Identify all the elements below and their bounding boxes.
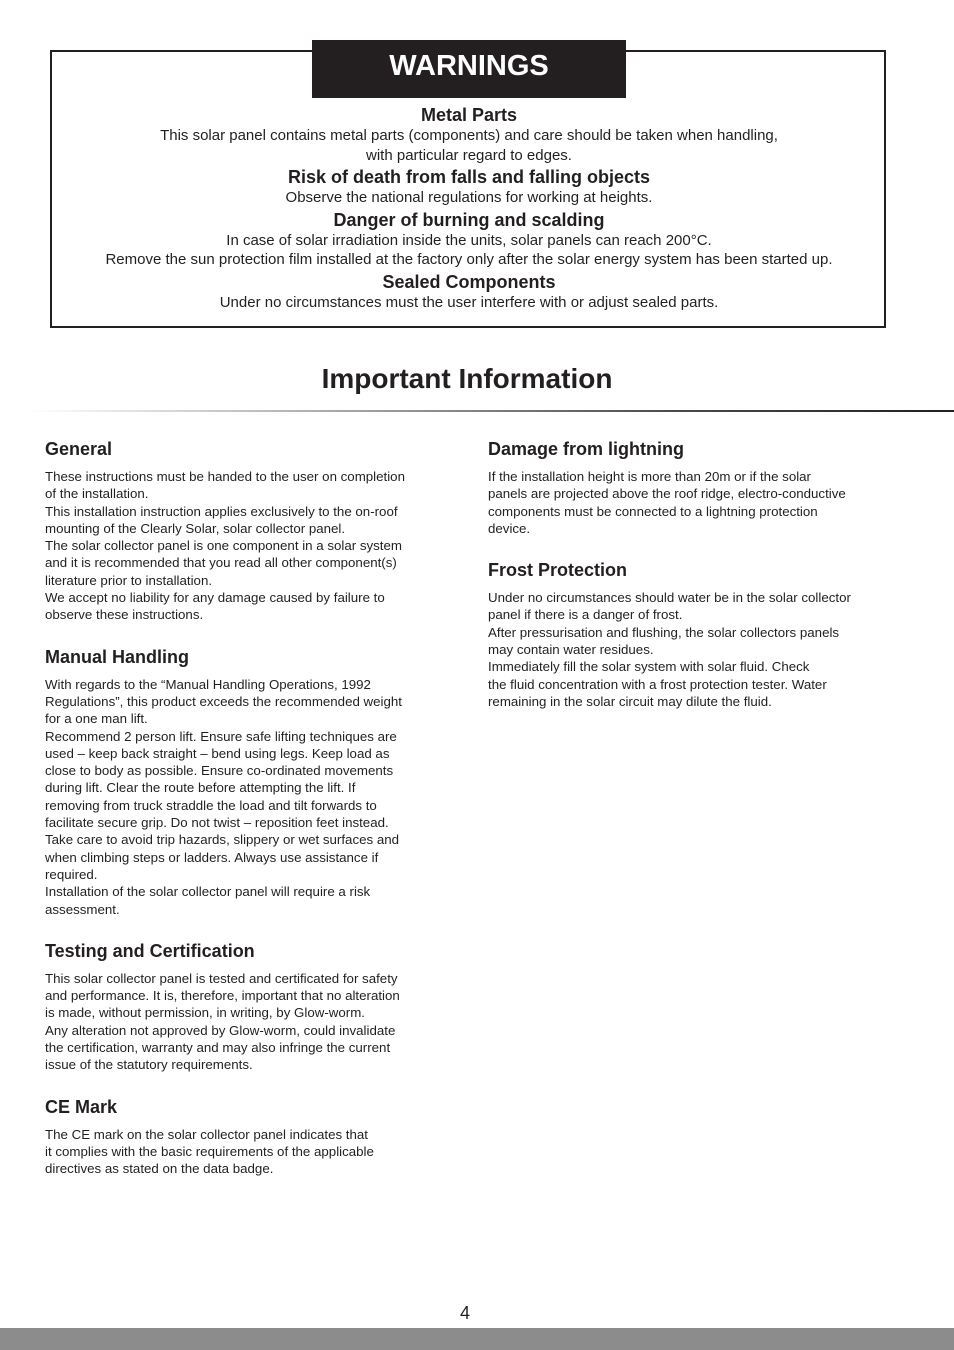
- page-number: 4: [459, 1303, 470, 1323]
- section-heading: Frost Protection: [488, 560, 628, 581]
- warning-line: This solar panel contains metal parts (components) and care should be taken when handling,: [160, 127, 778, 144]
- warning-line: Under no circumstances must the user interfere with or adjust sealed parts.: [219, 293, 719, 311]
- section-line: is made, without permission, in writing, by Glow-worm.: [45, 1005, 365, 1021]
- section-testing-certification: [45, 940, 440, 1074]
- section-heading: General: [45, 439, 113, 459]
- section-ce-mark: [45, 1096, 440, 1178]
- section-line: The solar collector panel is one component in a solar system: [45, 538, 402, 554]
- footer-bar: [0, 1328, 954, 1350]
- warning-line: Observe the national regulations for working at heights.: [285, 189, 653, 206]
- section-line: mounting of the Clearly Solar, solar collector panel.: [45, 520, 346, 536]
- section-line: This solar collector panel is tested and certificated for safety: [45, 970, 398, 986]
- section-line: literature prior to installation.: [45, 572, 213, 588]
- section-frost-protection: [488, 559, 888, 710]
- section-line: This installation instruction applies exclusively to the on-roof: [45, 503, 398, 519]
- section-line: when climbing steps or ladders. Always use assistance if: [45, 849, 379, 865]
- warning-line: In case of solar irradiation inside the units, solar panels can reach 200°C.: [226, 231, 712, 249]
- section-line: during lift. Clear the route before attempting the lift. If: [45, 780, 356, 796]
- section-line: the fluid concentration with a frost protection tester. Water: [488, 676, 827, 692]
- warning-sealed-components: [52, 271, 886, 313]
- warnings-content: [52, 104, 886, 313]
- section-heading: Testing and Certification: [45, 940, 255, 961]
- section-line: required.: [45, 866, 98, 882]
- section-line: observe these instructions.: [45, 607, 204, 623]
- section-line: These instructions must be handed to the user on completion: [45, 469, 405, 484]
- section-heading: CE Mark: [45, 1096, 118, 1117]
- section-line: panels are projected above the roof ridge, electro-conductive: [488, 486, 846, 502]
- right-column: [488, 438, 888, 732]
- section-line: Recommend 2 person lift. Ensure safe lifting techniques are: [45, 728, 397, 744]
- section-line: panel if there is a danger of frost.: [488, 607, 683, 623]
- section-divider: [30, 410, 954, 412]
- section-line: With regards to the “Manual Handling Operations, 1992: [45, 676, 371, 692]
- section-line: directives as stated on the data badge.: [45, 1161, 274, 1177]
- warning-heading: Metal Parts: [420, 105, 518, 125]
- section-line: We accept no liability for any damage caused by failure to: [45, 590, 385, 606]
- section-line: and it is recommended that you read all other component(s): [45, 555, 397, 571]
- section-line: for a one man lift.: [45, 711, 148, 727]
- warning-line: Remove the sun protection film installed at the factory only after the solar energy system has been started up.: [105, 251, 833, 268]
- warning-line: with particular regard to edges.: [366, 146, 572, 164]
- warnings-title: WARNINGS: [312, 40, 626, 98]
- important-information-title: Important Information: [321, 363, 613, 394]
- section-line: and performance. It is, therefore, important that no alteration: [45, 988, 400, 1004]
- section-line: used – keep back straight – bend using legs. Keep load as: [45, 745, 390, 761]
- section-line: Under no circumstances should water be in the solar collector: [488, 590, 851, 606]
- warning-falls: [52, 166, 886, 208]
- section-line: device.: [488, 520, 531, 536]
- left-column: [45, 438, 440, 1200]
- section-line: Installation of the solar collector panel will require a risk: [45, 884, 371, 900]
- section-line: the certification, warranty and may also infringe the current: [45, 1040, 391, 1056]
- section-line: The CE mark on the solar collector panel indicates that: [45, 1126, 368, 1142]
- warning-burning: [52, 209, 886, 270]
- section-line: it complies with the basic requirements of the applicable: [45, 1143, 374, 1159]
- section-heading: Manual Handling: [45, 646, 189, 667]
- section-line: components must be connected to a lightning protection: [488, 503, 818, 519]
- section-damage-lightning: [488, 438, 888, 537]
- section-manual-handling: [45, 646, 440, 918]
- section-line: Any alteration not approved by Glow-worm, could invalidate: [45, 1022, 396, 1038]
- section-line: issue of the statutory requirements.: [45, 1057, 253, 1073]
- section-heading: Damage from lightning: [488, 439, 685, 459]
- warning-heading: Risk of death from falls and falling objects: [287, 167, 651, 187]
- section-line: facilitate secure grip. Do not twist – reposition feet instead.: [45, 815, 389, 831]
- section-line: Take care to avoid trip hazards, slippery or wet surfaces and: [45, 832, 400, 848]
- section-line: Regulations”, this product exceeds the recommended weight: [45, 693, 402, 709]
- warning-heading: Danger of burning and scalding: [333, 209, 605, 230]
- section-line: may contain water residues.: [488, 642, 654, 658]
- section-line: assessment.: [45, 901, 120, 917]
- section-line: of the installation.: [45, 486, 149, 502]
- section-line: After pressurisation and flushing, the solar collectors panels: [488, 624, 840, 640]
- section-line: remaining in the solar circuit may dilute the fluid.: [488, 693, 772, 709]
- section-line: close to body as possible. Ensure co-ordinated movements: [45, 763, 394, 779]
- section-line: Immediately fill the solar system with solar fluid. Check: [488, 659, 810, 675]
- section-line: If the installation height is more than 20m or if the solar: [488, 469, 811, 484]
- section-line: removing from truck straddle the load and tilt forwards to: [45, 797, 377, 813]
- warning-heading: Sealed Components: [382, 271, 556, 292]
- warning-metal-parts: [52, 104, 886, 165]
- section-general: [45, 438, 440, 624]
